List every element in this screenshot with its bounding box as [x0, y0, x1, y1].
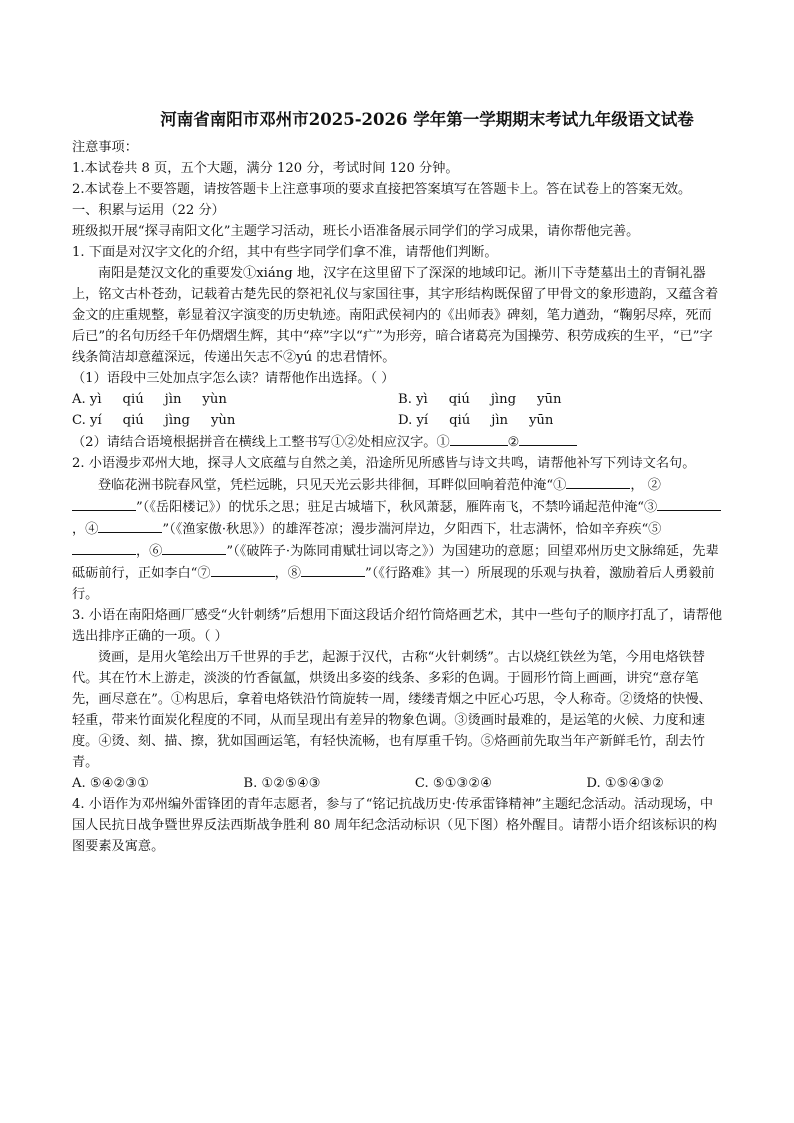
notes-item-2: 2.本试卷上不要答题，请按答题卡上注意事项的要求直接把答案填写在答题卡上。答在试卷上的答案无效。 — [72, 182, 692, 197]
poem-blank-8 — [301, 562, 365, 577]
q2-p3e: ”（《破阵子·为陈同甫赋壮词以寄之》）为国建功的意愿；回望邓州历史文脉绵延，先辈砥砺前行，正如李白“⑦ — [72, 544, 719, 581]
q1-options-row-2 — [72, 410, 724, 431]
exam-title: 河南省南阳市邓州市2025-2026 学年第一学期期末考试九年级语文试卷 — [160, 110, 694, 129]
q2-p2a: ② — [647, 478, 661, 493]
q2-p3f: ，⑧ — [274, 566, 301, 581]
poem-blank-3 — [657, 496, 721, 511]
q3-option-b: B. ①②⑤④③ — [243, 776, 321, 791]
q1-stem: 1. 下面是对汉字文化的介绍，其中有些字同学们拿不准，请帮他们判断。 — [72, 245, 498, 260]
poem-blank-5 — [72, 540, 136, 555]
q3-passage: 烫画，是用火笔绘出万千世界的手艺，起源于汉代，古称“火针刺绣”。古以烧红铁丝为笔，今用电烙铁替代。其在竹木上游走，淡淡的竹香氤氲，烘烫出多姿的线条、多彩的色调。于圆形竹筒上画画，讲究“意存笔先，画尽意在”。①构思后，拿着电烙铁沿竹筒旋转一周，缕缕青烟之中匠心巧思，令人称奇。②烫烙的快慢、轻重，带来竹面炭化程度的不同，从而呈现出有差异的物象色调。③烫画时最难的，是运笔的火候、力度和速度。④烫、刻、描、擦，犹如国画运笔，有轻快流畅，也有厚重千钧。⑤烙画前先取当年产新鲜毛竹，刮去竹青。 — [72, 650, 712, 770]
q1-passage: 南阳是楚汉文化的重要发①xiáng 地，汉字在这里留下了深深的地域印记。淅川下寺楚墓出土的青铜礼器上，铭文古朴苍劲，记载着古楚先民的祭祀礼仪与家国往事，其字形结构既保留了甲骨文的象形遗韵，又蕴含着金文的庄重规整，彰显着汉字演变的历史轨迹。南阳武侯祠内的《出师表》碑刻，笔力遒劲，“鞠躬尽瘁，死而后已”的名句历经千年仍熠熠生辉，其中“瘁”字以“疒”为形旁，暗合诸葛亮为国操劳、积劳成疾的生平，“已”字线条简洁却意蕴深远，传递出矢志不②yú 的忠君情怀。 — [72, 266, 719, 365]
q2-p3a: “③ — [637, 500, 658, 515]
q2-p3g: ”（《行路难》其一）所展现的乐观与执着，激励着后人勇毅前行。 — [72, 566, 715, 602]
q1-options-row-1 — [72, 389, 724, 410]
q2-p3b: ，④ — [72, 522, 99, 537]
q3-stem: 3. 小语在南阳烙画厂感受“火针刺绣”后想用下面这段话介绍竹筒烙画艺术，其中一些句子的顺序打乱了，请帮他选出排序正确的一项。（ ） — [72, 608, 723, 644]
q1-sub2-text: （2）请结合语境根据拼音在横线上工整书写①②处相应汉字。① — [72, 435, 450, 450]
exam-body — [72, 137, 724, 857]
q1-sub2-mid: ② — [507, 435, 520, 450]
notes-heading: 注意事项： — [72, 140, 138, 155]
q2-p3c: ”（《渔家傲·秋思》）的雄浑苍凉；漫步湍河岸边，夕阳西下，壮志满怀，恰如辛弃疾“⑤ — [162, 522, 662, 537]
q1-option-a: A. yì qiú jìn yùn — [72, 392, 227, 407]
poem-blank-4 — [98, 518, 162, 533]
section-1-intro: 班级拟开展“探寻南阳文化”主题学习活动，班长小语准备展示同学们的学习成果，请你帮他完善。 — [72, 224, 640, 239]
q3-option-d: D. ①⑤④③② — [586, 776, 664, 791]
q3-option-c: C. ⑤①③②④ — [414, 776, 493, 791]
section-1-heading: 一、积累与运用（22 分） — [72, 203, 225, 218]
q2-p3d: ，⑥ — [136, 544, 163, 559]
poem-blank-2 — [72, 496, 136, 511]
q2-passage — [72, 474, 724, 605]
q1-option-d: D. yí qiú jìn yūn — [398, 413, 554, 428]
q2-stem: 2. 小语漫步邓州大地，探寻人文底蕴与自然之美，沿途所见所感皆与诗文共鸣，请帮他补写下列诗文名句。 — [72, 456, 696, 471]
poem-blank-6 — [162, 540, 226, 555]
q1-option-b: B. yì qiú jìng yūn — [398, 392, 562, 407]
q2-p1: 登临花洲书院春风堂，凭栏远眺，只见天光云影共徘徊，耳畔似回响着范仲淹“① — [98, 478, 567, 493]
q3-option-a: A. ⑤④②③① — [72, 776, 150, 791]
q4-stem: 4. 小语作为邓州编外雷锋团的青年志愿者，参与了“铭记抗战历史·传承雷锋精神”主题纪念活动。活动现场，中国人民抗日战争暨世界反法西斯战争胜利 80 周年纪念活动标识（见下图）格外醒目。请帮小语介绍该标识的构图要素及寓意。 — [72, 797, 717, 854]
notes-item-1: 1.本试卷共 8 页，五个大题，满分 120 分，考试时间 120 分钟。 — [72, 161, 459, 176]
q3-options — [72, 773, 724, 794]
poem-blank-1 — [566, 474, 630, 489]
q1-option-c: C. yí qiú jìng yùn — [72, 413, 236, 428]
answer-blank-2 — [519, 431, 577, 446]
q2-p2b: ”（《岳阳楼记》）的忧乐之思；驻足古城墙下，秋风萧瑟，雁阵南飞，不禁吟诵起范仲淹 — [136, 500, 638, 515]
q1-sub1: （1）语段中三处加点字怎么读？请帮他作出选择。（ ） — [72, 371, 395, 386]
q1-sub2 — [72, 431, 724, 453]
poem-blank-7 — [211, 562, 275, 577]
answer-blank-1 — [450, 431, 508, 446]
q2-p1b: ， — [630, 478, 644, 493]
